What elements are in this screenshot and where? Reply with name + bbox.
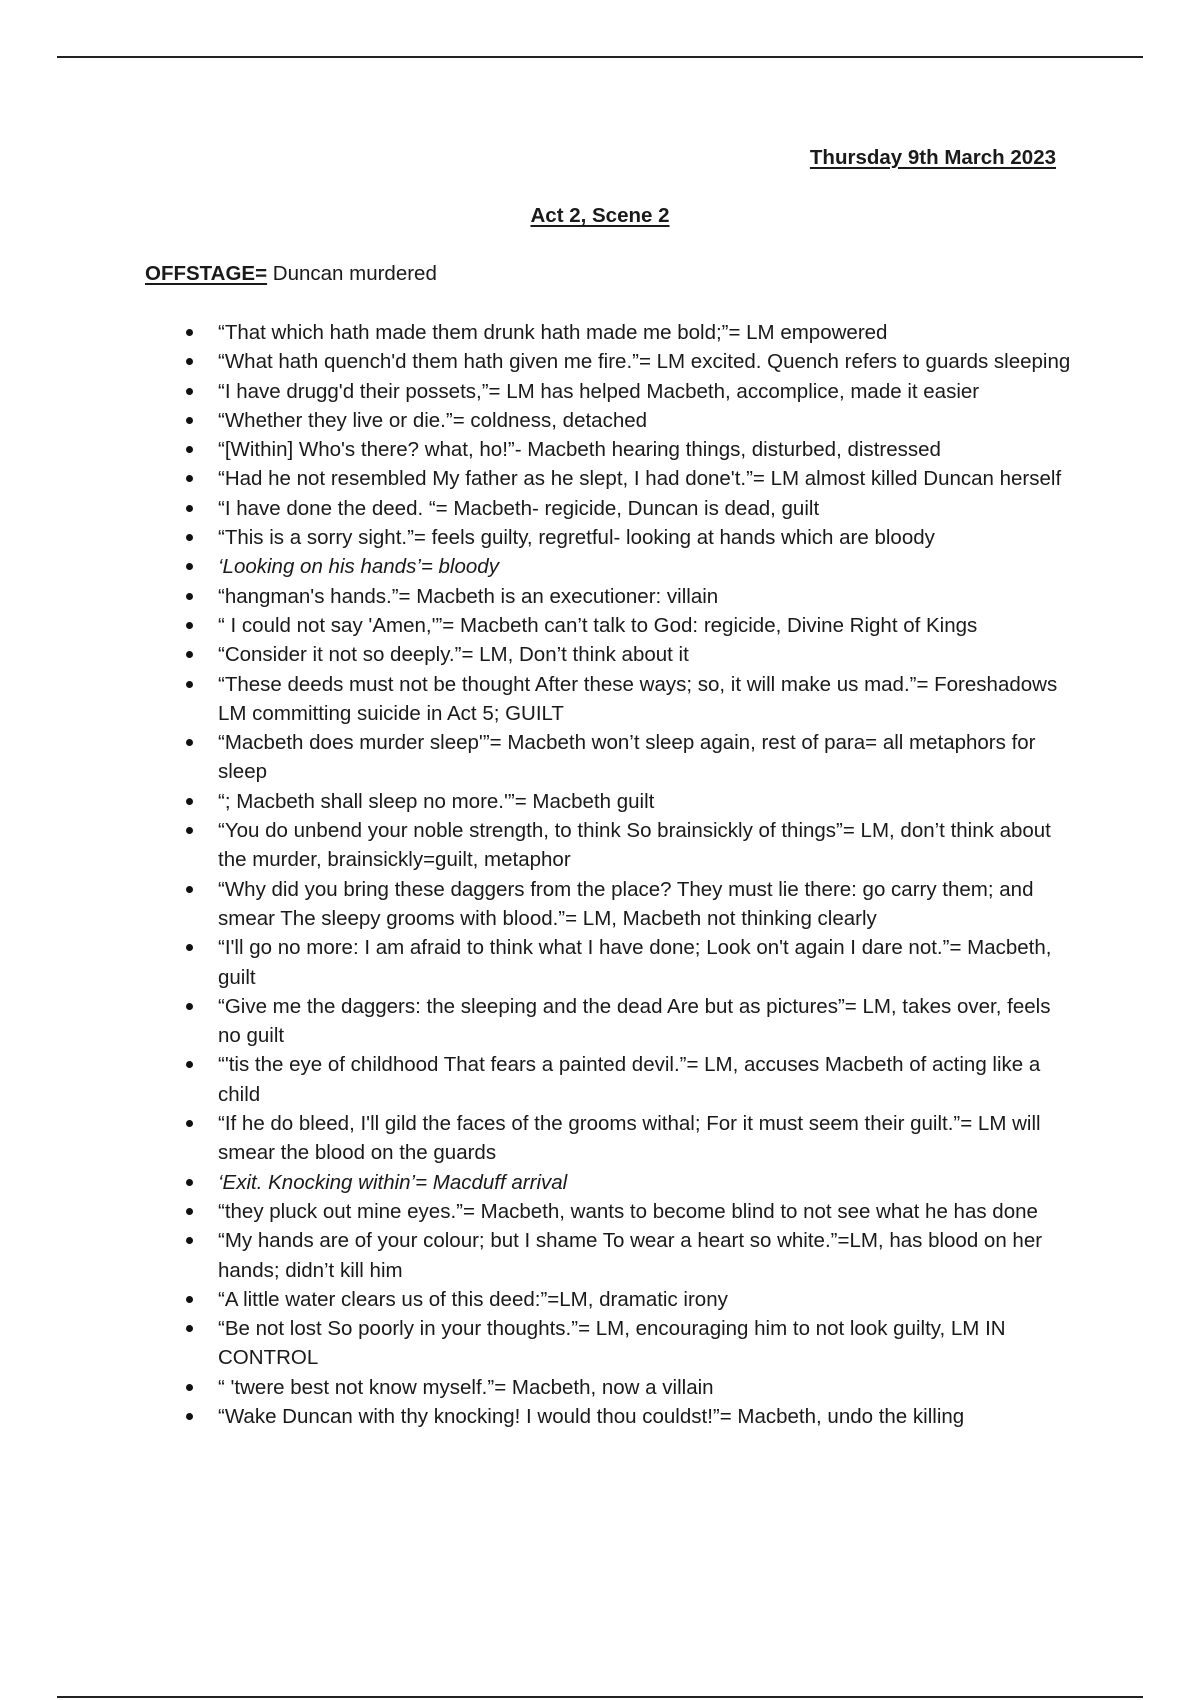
quote-list-item: “If he do bleed, I'll gild the faces of the grooms withal; For it must seem their guilt.”= LM will smear the blood on the guards [218, 1109, 1078, 1168]
offstage-label: OFFSTAGE= [145, 262, 268, 285]
quote-list-item: “'tis the eye of childhood That fears a painted devil.”= LM, accuses Macbeth of acting like a child [218, 1050, 1078, 1109]
quote-list-item: “Had he not resembled My father as he slept, I had done't.”= LM almost killed Duncan herself [218, 464, 1078, 493]
quote-list-item: ‘Exit. Knocking within’= Macduff arrival [218, 1168, 1078, 1197]
quote-list-item: “What hath quench'd them hath given me fire.”= LM excited. Quench refers to guards sleeping [218, 347, 1078, 376]
quote-list [218, 318, 1078, 1431]
quote-list-item: “Whether they live or die.”= coldness, detached [218, 406, 1078, 435]
quote-list-item: “I have done the deed. “= Macbeth- regicide, Duncan is dead, guilt [218, 494, 1078, 523]
quote-list-item: “Why did you bring these daggers from the place? They must lie there: go carry them; and smear The sleepy grooms with blood.”= LM, Macbeth not thinking clearly [218, 875, 1078, 934]
offstage-line [145, 262, 437, 286]
quote-list-item: “ I could not say 'Amen,'”= Macbeth can’t talk to God: regicide, Divine Right of Kings [218, 611, 1078, 640]
quote-list-item: “I'll go no more: I am afraid to think what I have done; Look on't again I dare not.”= Macbeth, guilt [218, 933, 1078, 992]
quote-list-item: “Give me the daggers: the sleeping and the dead Are but as pictures”= LM, takes over, feels no guilt [218, 992, 1078, 1051]
quote-list-item: “That which hath made them drunk hath made me bold;”= LM empowered [218, 318, 1078, 347]
page-date: Thursday 9th March 2023 [809, 146, 1056, 169]
quote-list-item: “These deeds must not be thought After these ways; so, it will make us mad.”= Foreshadows LM committing suicide in Act 5; GUILT [218, 670, 1078, 729]
page-title: Act 2, Scene 2 [530, 204, 670, 227]
quote-list-item: “[Within] Who's there? what, ho!”- Macbeth hearing things, disturbed, distressed [218, 435, 1078, 464]
quote-list-item: “I have drugg'd their possets,”= LM has helped Macbeth, accomplice, made it easier [218, 377, 1078, 406]
bottom-rule [57, 1696, 1143, 1698]
quote-list-item: “You do unbend your noble strength, to think So brainsickly of things”= LM, don’t think about the murder, brainsickly=guilt, metaphor [218, 816, 1078, 875]
quote-list-item: “Macbeth does murder sleep'”= Macbeth won’t sleep again, rest of para= all metaphors for sleep [218, 728, 1078, 787]
quote-list-item: “A little water clears us of this deed:”=LM, dramatic irony [218, 1285, 1078, 1314]
quote-list-item: “This is a sorry sight.”= feels guilty, regretful- looking at hands which are bloody [218, 523, 1078, 552]
offstage-text: Duncan murdered [267, 262, 437, 285]
quote-list-item: ‘Looking on his hands’= bloody [218, 552, 1078, 581]
quote-list-item: “they pluck out mine eyes.”= Macbeth, wants to become blind to not see what he has done [218, 1197, 1078, 1226]
quote-list-item: “Consider it not so deeply.”= LM, Don’t think about it [218, 640, 1078, 669]
quote-list-item: “hangman's hands.”= Macbeth is an executioner: villain [218, 582, 1078, 611]
quote-list-item: “Be not lost So poorly in your thoughts.”= LM, encouraging him to not look guilty, LM IN CONTROL [218, 1314, 1078, 1373]
top-rule [57, 56, 1143, 58]
quote-list-item: “; Macbeth shall sleep no more.'”= Macbeth guilt [218, 787, 1078, 816]
quote-list-item: “Wake Duncan with thy knocking! I would thou couldst!”= Macbeth, undo the killing [218, 1402, 1078, 1431]
quote-list-item: “ 'twere best not know myself.”= Macbeth, now a villain [218, 1373, 1078, 1402]
quote-list-item: “My hands are of your colour; but I shame To wear a heart so white.”=LM, has blood on her hands; didn’t kill him [218, 1226, 1078, 1285]
